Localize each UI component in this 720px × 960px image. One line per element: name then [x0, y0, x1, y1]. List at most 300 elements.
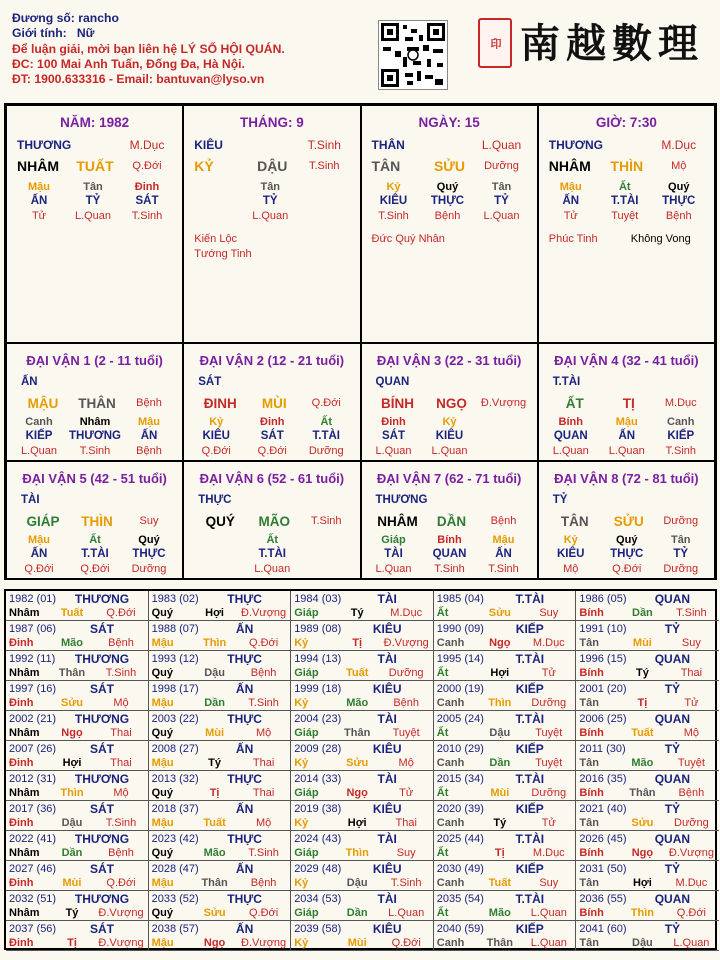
- year-label: 2021 (40): [579, 803, 627, 815]
- year-cell: [576, 861, 719, 891]
- hidden-ten-god: T.TÀI: [611, 195, 639, 207]
- year-ten-god: SÁT: [90, 862, 114, 876]
- year-ten-god: T.TÀI: [515, 712, 545, 726]
- hidden-stage: T.Sinh: [131, 210, 163, 222]
- luck-hidden-stem: Ất: [89, 534, 101, 546]
- year-cell: [576, 621, 719, 651]
- year-stem: Canh: [436, 697, 465, 709]
- year-stem: Bính: [579, 847, 604, 859]
- year-ten-god: T.TÀI: [515, 832, 545, 846]
- year-stem: Canh: [436, 877, 465, 889]
- year-stage: T.Sinh: [105, 817, 137, 829]
- hidden-stem: Ất: [618, 181, 631, 193]
- luck-hidden-stage: T.Sinh: [488, 563, 519, 575]
- hidden-stem: Kỷ: [386, 181, 401, 193]
- owner-line: [12, 11, 352, 26]
- luck-hidden-ten-god: THỰC: [610, 548, 644, 560]
- year-cell: [576, 801, 719, 831]
- year-branch: Thân: [486, 937, 513, 949]
- year-label: 1989 (08): [294, 623, 342, 635]
- year-label: 2036 (55): [579, 893, 627, 905]
- year-stage: Bệnh: [108, 847, 134, 859]
- year-stage: T.Sinh: [248, 847, 279, 859]
- year-cell: [149, 801, 292, 831]
- year-label: 1992 (11): [9, 653, 56, 665]
- year-stem: Tân: [579, 817, 599, 829]
- luck-hidden-ten-god: KIẾP: [25, 430, 53, 442]
- luck-period-title: ĐẠI VẬN 4 (32 - 41 tuổi): [554, 353, 699, 368]
- year-ten-god: TỶ: [664, 862, 681, 876]
- luck-hidden-ten-god: KIÊU: [435, 430, 464, 442]
- year-cell: [149, 591, 292, 621]
- year-stage: Q.Đới: [106, 877, 136, 889]
- year-stage: Tử: [684, 697, 699, 709]
- stage-right: M.Dục: [129, 138, 165, 152]
- year-cell: [576, 681, 719, 711]
- year-stage: T.Sinh: [105, 667, 137, 679]
- hidden-stem: Đinh: [134, 181, 160, 193]
- year-label: 1993 (12): [151, 653, 199, 665]
- ten-god-left: THƯƠNG: [17, 138, 72, 152]
- year-cell: [434, 801, 577, 831]
- year-label: 2007 (26): [9, 743, 57, 755]
- year-stage: Dưỡng: [531, 787, 567, 799]
- year-stage: Q.Đới: [248, 637, 279, 649]
- luck-period-title: ĐẠI VẬN 6 (52 - 61 tuổi): [199, 471, 345, 486]
- year-cell: [434, 711, 577, 741]
- luck-hidden-ten-god: ẤN: [495, 548, 512, 560]
- year-stage: Suy: [539, 607, 559, 619]
- year-stage: Q.Đới: [676, 907, 706, 919]
- year-ten-god: SÁT: [90, 922, 114, 936]
- luck-hidden-ten-god: QUAN: [553, 430, 588, 442]
- luck-stem: GIÁP: [26, 514, 60, 529]
- year-ten-god: KIÊU: [372, 682, 402, 696]
- hidden-ten-god: SÁT: [135, 195, 159, 207]
- luck-hidden-ten-god: ẤN: [618, 430, 636, 442]
- year-stage: Suy: [681, 637, 701, 649]
- year-cell: [434, 741, 577, 771]
- luck-branch: THÂN: [78, 396, 116, 411]
- luck-hidden-stage: Q.Đới: [80, 563, 110, 575]
- year-stage: M.Dục: [532, 847, 565, 859]
- year-ten-god: THƯƠNG: [74, 652, 130, 666]
- year-cell: [434, 771, 577, 801]
- hidden-stem: Mậu: [559, 181, 582, 193]
- year-branch: Tý: [635, 667, 649, 679]
- hidden-stem: Quý: [436, 181, 459, 193]
- year-stem: Giáp: [294, 907, 319, 919]
- year-label: 1985 (04): [436, 593, 484, 605]
- luck-period-title: ĐẠI VẬN 1 (2 - 11 tuổi): [26, 353, 163, 368]
- pillar-cell: [6, 105, 183, 343]
- year-stem: Ất: [436, 907, 449, 919]
- year-stem: Bính: [579, 607, 604, 619]
- year-label: 1984 (03): [294, 593, 342, 605]
- luck-stage: Dưỡng: [663, 515, 699, 527]
- year-ten-god: T.TÀI: [515, 592, 545, 606]
- year-branch: Mùi: [205, 727, 225, 739]
- luck-hidden-stem: Mậu: [615, 416, 638, 428]
- year-branch: Mão: [488, 907, 511, 919]
- year-branch: Tị: [67, 937, 77, 949]
- year-stem: Tân: [579, 937, 599, 949]
- star-note: Đức Quý Nhân: [371, 233, 445, 245]
- year-cell: [291, 591, 434, 621]
- year-stage: Tuyệt: [677, 757, 705, 769]
- year-cell: [291, 861, 434, 891]
- year-stage: Suy: [539, 877, 559, 889]
- luck-period-cell: [361, 343, 538, 461]
- luck-hidden-stage: T.Sinh: [665, 445, 697, 457]
- year-label: 2037 (56): [9, 923, 57, 935]
- year-ten-god: T.TÀI: [515, 892, 545, 906]
- year-branch: Dần: [61, 847, 83, 859]
- luck-hidden-stem: Quý: [616, 534, 638, 546]
- hidden-stage: L.Quan: [74, 210, 112, 222]
- year-branch: Thìn: [630, 907, 654, 919]
- luck-ten-god: SÁT: [198, 376, 222, 388]
- luck-period-cell: [361, 461, 538, 579]
- year-branch: Mão: [631, 757, 654, 769]
- luck-hidden-stem: Bính: [558, 416, 583, 428]
- year-cell: [149, 861, 292, 891]
- luck-hidden-stage: T.Sinh: [434, 563, 465, 575]
- year-cell: [291, 621, 434, 651]
- year-ten-god: KIÊU: [372, 622, 402, 636]
- year-stage: Mộ: [113, 697, 129, 709]
- hidden-stem: Tân: [260, 181, 281, 193]
- heavenly-stem: NHÂM: [17, 158, 59, 174]
- year-label: 2014 (33): [294, 773, 342, 785]
- year-branch: Sửu: [203, 907, 226, 919]
- year-branch: Dần: [632, 607, 653, 619]
- year-stem: Canh: [436, 817, 465, 829]
- luck-stage: Bệnh: [136, 397, 162, 409]
- gender-value: Nữ: [76, 26, 95, 41]
- year-label: 2020 (39): [436, 803, 484, 815]
- year-branch: Ngọ: [203, 937, 226, 949]
- luck-hidden-stem: Quý: [138, 534, 160, 546]
- luck-hidden-ten-god: TÀI: [384, 548, 403, 560]
- year-stage: Tuyệt: [535, 757, 563, 769]
- luck-hidden-stem: Mậu: [492, 534, 515, 546]
- year-stem: Kỷ: [294, 877, 309, 889]
- earthly-branch: DẬU: [257, 158, 288, 174]
- luck-hidden-stage: L.Quan: [20, 445, 58, 457]
- pillar-title: GIỜ: 7:30: [595, 115, 657, 130]
- year-stage: Bệnh: [250, 667, 277, 679]
- luck-branch: MÃO: [258, 514, 290, 529]
- year-label: 2015 (34): [436, 773, 484, 785]
- year-stage: Tuyệt: [535, 727, 563, 739]
- year-stem: Giáp: [294, 607, 319, 619]
- luck-period-title: ĐẠI VẬN 2 (12 - 21 tuổi): [199, 353, 345, 368]
- year-stage: Q.Đới: [391, 937, 421, 949]
- luck-hidden-stem: Giáp: [381, 534, 406, 546]
- year-branch: Ngọ: [631, 847, 654, 859]
- luck-stage: T.Sinh: [310, 515, 342, 527]
- luck-hidden-stem: Kỷ: [563, 534, 578, 546]
- hidden-stage: Tuyệt: [611, 210, 639, 222]
- hidden-stage: T.Sinh: [378, 210, 409, 222]
- luck-period-title: ĐẠI VẬN 8 (72 - 81 tuổi): [554, 471, 699, 486]
- year-stage: Thai: [110, 727, 132, 739]
- luck-period-cell: [538, 343, 715, 461]
- year-stage: Đ.Vượng: [383, 637, 429, 649]
- year-stem: Đinh: [9, 817, 34, 829]
- year-label: 1997 (16): [9, 683, 57, 695]
- year-stem: Kỷ: [294, 757, 309, 769]
- year-branch: Thìn: [488, 697, 512, 709]
- contact-invite: Để luận giải, mời bạn liên hệ LÝ SỐ HỘI QUÁN.: [12, 41, 285, 56]
- luck-hidden-stage: L.Quan: [375, 563, 412, 575]
- pillar-cell: [183, 105, 360, 343]
- year-ten-god: KIÊU: [372, 802, 402, 816]
- year-label: 2018 (37): [151, 803, 199, 815]
- luck-period-cell: [6, 343, 183, 461]
- year-ten-god: TÀI: [377, 892, 397, 906]
- year-stage: Mộ: [398, 757, 414, 769]
- year-stem: Bính: [579, 907, 604, 919]
- year-stem: Mậu: [151, 637, 174, 649]
- luck-hidden-stage: Q.Đới: [612, 563, 642, 575]
- year-stem: Quý: [151, 787, 173, 799]
- year-stage: Đ.Vượng: [241, 607, 287, 619]
- year-branch: Tị: [352, 637, 363, 649]
- year-ten-god: TÀI: [377, 592, 397, 606]
- year-cell: [149, 921, 292, 951]
- year-branch: Thìn: [345, 847, 369, 859]
- year-label: 2038 (57): [151, 923, 199, 935]
- hidden-stage: Bệnh: [665, 210, 692, 222]
- luck-hidden-stage: L.Quan: [375, 445, 412, 457]
- brand-logo-text: 南越數理: [520, 20, 704, 67]
- pillar-cell: [361, 105, 538, 343]
- year-stem: Canh: [436, 937, 465, 949]
- luck-hidden-stage: L.Quan: [608, 445, 645, 457]
- year-branch: Thìn: [60, 787, 84, 799]
- luck-hidden-stem: Bính: [437, 534, 462, 546]
- year-ten-god: QUAN: [654, 652, 691, 666]
- year-ten-god: QUAN: [654, 592, 691, 606]
- luck-hidden-stage: L.Quan: [254, 563, 291, 575]
- luck-hidden-ten-god: T.TÀI: [312, 430, 340, 442]
- year-branch: Dậu: [489, 727, 511, 739]
- year-stage: Thai: [680, 667, 703, 679]
- luck-hidden-ten-god: ẤN: [30, 548, 48, 560]
- year-stem: Đinh: [9, 637, 34, 649]
- year-ten-god: QUAN: [654, 772, 691, 786]
- year-branch: Mão: [346, 697, 369, 709]
- year-label: 1991 (10): [579, 623, 627, 635]
- year-stem: Kỷ: [294, 697, 309, 709]
- year-cell: [149, 621, 292, 651]
- year-ten-god: KIẾP: [515, 922, 544, 936]
- year-branch: Tý: [493, 817, 507, 829]
- year-stage: Đ.Vượng: [98, 937, 144, 949]
- year-branch: Tý: [208, 757, 222, 769]
- year-stem: Ất: [436, 607, 449, 619]
- year-stem: Kỷ: [294, 937, 309, 949]
- luck-hidden-stem: Kỷ: [442, 416, 457, 428]
- year-branch: Tuất: [631, 727, 654, 739]
- year-stem: Nhâm: [9, 787, 40, 799]
- owner-value: rancho: [78, 11, 119, 25]
- year-branch: Sửu: [488, 607, 511, 619]
- luck-hidden-ten-god: THƯƠNG: [69, 430, 121, 442]
- year-stage: Dưỡng: [531, 697, 567, 709]
- year-cell: [434, 681, 577, 711]
- year-label: 2031 (50): [579, 863, 627, 875]
- chart-header: [12, 11, 352, 87]
- luck-stem: MẬU: [27, 396, 59, 411]
- heavenly-stem: KỶ: [194, 158, 214, 174]
- luck-hidden-stage: L.Quan: [552, 445, 589, 457]
- luck-hidden-stem: Canh: [25, 416, 53, 428]
- year-label: 2041 (60): [579, 923, 627, 935]
- year-branch: Dậu: [204, 667, 225, 679]
- hidden-stage: L.Quan: [483, 210, 520, 222]
- year-branch: Ngọ: [61, 727, 83, 739]
- year-stage: Tử: [541, 817, 556, 829]
- year-stem: Kỷ: [294, 637, 309, 649]
- hidden-ten-god: THỰC: [430, 195, 465, 207]
- year-stem: Quý: [151, 907, 173, 919]
- luck-branch: NGỌ: [436, 396, 467, 411]
- year-branch: Tuất: [345, 667, 369, 679]
- year-cell: [291, 741, 434, 771]
- year-label: 2004 (23): [294, 713, 342, 725]
- year-stem: Bính: [579, 787, 604, 799]
- hidden-ten-god: KIÊU: [379, 195, 408, 207]
- earthly-branch: TUẤT: [76, 158, 114, 174]
- year-branch: Hợi: [62, 757, 82, 769]
- year-ten-god: TỶ: [664, 682, 681, 696]
- year-stage: Suy: [396, 847, 416, 859]
- year-stage: M.Dục: [532, 637, 565, 649]
- contact-phone-email[interactable]: ĐT: 1900.633316 - Email: bantuvan@lyso.vn: [12, 72, 265, 87]
- annual-luck-grid: [4, 589, 717, 950]
- year-cell: [6, 711, 149, 741]
- year-stem: Nhâm: [9, 847, 40, 859]
- contact-address: ĐC: 100 Mai Anh Tuấn, Đống Đa, Hà Nội.: [12, 56, 245, 71]
- year-ten-god: QUAN: [654, 832, 691, 846]
- year-ten-god: KIÊU: [372, 742, 402, 756]
- stem-stage: Dưỡng: [484, 160, 519, 172]
- gender-line: [12, 26, 352, 41]
- year-label: 2001 (20): [579, 683, 627, 695]
- year-ten-god: TÀI: [377, 832, 397, 846]
- year-branch: Dậu: [346, 877, 368, 889]
- year-branch: Tý: [350, 607, 364, 619]
- year-stage: Bệnh: [393, 697, 420, 709]
- year-stem: Nhâm: [9, 607, 40, 619]
- luck-hidden-stage: Dưỡng: [308, 445, 344, 457]
- year-branch: Thân: [344, 727, 371, 739]
- hidden-stage: Tử: [31, 210, 47, 222]
- year-label: 2034 (53): [294, 893, 342, 905]
- year-stem: Tân: [579, 637, 599, 649]
- year-branch: Mão: [61, 637, 83, 649]
- year-branch: Ngọ: [346, 787, 368, 799]
- year-label: 2006 (25): [579, 713, 627, 725]
- year-label: 1983 (02): [151, 593, 199, 605]
- year-branch: Sửu: [60, 697, 84, 709]
- luck-hidden-ten-god: QUAN: [432, 548, 467, 560]
- year-stem: Đinh: [9, 757, 34, 769]
- hidden-ten-god: THỰC: [662, 195, 696, 207]
- year-ten-god: SÁT: [90, 622, 114, 636]
- year-stage: Bệnh: [108, 637, 134, 649]
- year-label: 2039 (58): [294, 923, 342, 935]
- year-branch: Tị: [209, 787, 220, 799]
- year-stem: Quý: [151, 607, 173, 619]
- year-branch: Sửu: [631, 817, 654, 829]
- luck-branch: DẦN: [436, 514, 467, 529]
- year-stem: Quý: [151, 667, 173, 679]
- year-branch: Hợi: [205, 607, 224, 619]
- year-cell: [6, 801, 149, 831]
- year-label: 1994 (13): [294, 653, 342, 665]
- hidden-stem: Mậu: [28, 181, 50, 193]
- luck-ten-god: TỶ: [552, 494, 568, 506]
- luck-period-cell: [6, 461, 183, 579]
- year-branch: Hợi: [632, 877, 652, 889]
- luck-hidden-stage: Bệnh: [136, 445, 162, 457]
- year-cell: [434, 831, 577, 861]
- year-cell: [576, 591, 719, 621]
- year-stage: M.Dục: [390, 607, 423, 619]
- year-cell: [576, 711, 719, 741]
- year-stage: Dưỡng: [674, 817, 709, 829]
- year-stage: Đ.Vượng: [241, 937, 287, 949]
- year-label: 2032 (51): [9, 893, 57, 905]
- year-stage: Mộ: [683, 727, 700, 739]
- year-cell: [6, 861, 149, 891]
- year-stage: Bệnh: [250, 877, 277, 889]
- year-label: 1998 (17): [151, 683, 199, 695]
- luck-stage: Bệnh: [490, 515, 517, 527]
- year-ten-god: THỰC: [227, 592, 262, 606]
- year-ten-god: TÀI: [377, 772, 397, 786]
- luck-ten-god: THƯƠNG: [375, 494, 428, 506]
- red-seal-stamp: 印: [478, 18, 512, 68]
- luck-hidden-stem: Mậu: [138, 416, 160, 428]
- heavenly-stem: NHÂM: [548, 158, 591, 174]
- stage-right: T.Sinh: [307, 138, 341, 152]
- year-stage: Tuyệt: [392, 727, 420, 739]
- luck-branch: MÙI: [261, 396, 287, 411]
- year-ten-god: ẤN: [235, 682, 254, 696]
- year-cell: [291, 651, 434, 681]
- year-cell: [6, 681, 149, 711]
- year-stage: M.Dục: [675, 877, 708, 889]
- year-cell: [434, 651, 577, 681]
- year-stage: T.Sinh: [390, 877, 422, 889]
- luck-stem: NHÂM: [377, 514, 418, 529]
- luck-period-cell: [538, 461, 715, 579]
- earthly-branch: THÌN: [610, 158, 644, 174]
- luck-hidden-stage: Mộ: [563, 563, 579, 575]
- year-label: 2011 (30): [579, 743, 626, 755]
- year-branch: Tị: [637, 697, 648, 709]
- year-label: 1995 (14): [436, 653, 484, 665]
- luck-period-title: ĐẠI VẬN 5 (42 - 51 tuổi): [22, 471, 167, 486]
- year-label: 2026 (45): [579, 833, 627, 845]
- luck-hidden-ten-god: ẤN: [140, 430, 158, 442]
- year-cell: [291, 771, 434, 801]
